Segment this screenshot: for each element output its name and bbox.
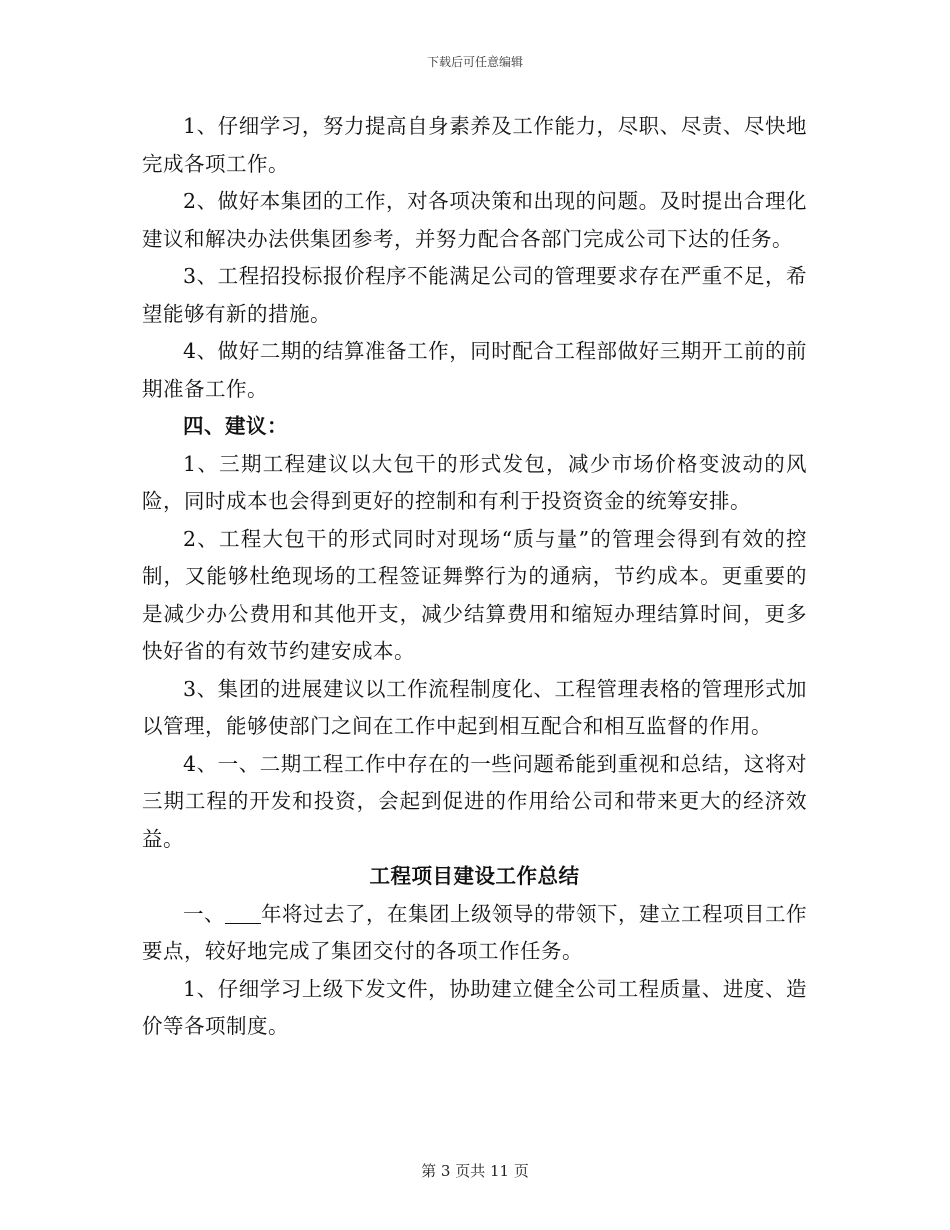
intro-prefix: 一、 <box>183 901 225 926</box>
paragraph-b-3: 3、集团的进展建议以工作流程制度化、工程管理表格的管理形式加以管理，能够使部门之间在工作中起到相互配合和相互监督的作用。 <box>142 676 807 738</box>
document-body <box>142 108 807 1046</box>
paragraph-a-1: 1、仔细学习，努力提高自身素养及工作能力，尽职、尽责、尽快地完成各项工作。 <box>142 114 807 176</box>
paragraph-c-1: 1、仔细学习上级下发文件，协助建立健全公司工程质量、进度、造价等各项制度。 <box>142 976 807 1038</box>
intro-suffix: 年将过去了，在集团上级领导的带领下，建立工程项目工作要点，较好地完成了集团交付的各项工作任务。 <box>142 901 807 963</box>
page-indicator: 第 3 页共 11 页 <box>421 1162 529 1180</box>
paragraph-b-2: 2、工程大包干的形式同时对现场“质与量”的管理会得到有效的控制，又能够杜绝现场的工程签证舞弊行为的通病，节约成本。更重要的是减少办公费用和其他开支，减少结算费用和缩短办理结算时间，更多快好省的有效节约建安成本。 <box>142 526 807 663</box>
paragraph-a-2: 2、做好本集团的工作，对各项决策和出现的问题。及时提出合理化建议和解决办法供集团参考，并努力配合各部门完成公司下达的任务。 <box>142 189 807 251</box>
paragraph-a-3: 3、工程招投标报价程序不能满足公司的管理要求存在严重不足，希望能够有新的措施。 <box>142 264 807 326</box>
year-blank <box>225 902 261 924</box>
paragraph-b-4: 4、一、二期工程工作中存在的一些问题希能到重视和总结，这将对三期工程的开发和投资，会起到促进的作用给公司和带来更大的经济效益。 <box>142 751 807 851</box>
paragraph-b-1: 1、三期工程建议以大包干的形式发包，减少市场价格变波动的风险，同时成本也会得到更好的控制和有利于投资资金的统筹安排。 <box>142 451 807 513</box>
header-note: 下载后可任意编辑 <box>426 55 523 69</box>
intro-paragraph <box>142 896 807 971</box>
section-heading-suggestions: 四、建议： <box>183 414 288 438</box>
paragraph-a-4: 4、做好二期的结算准备工作，同时配合工程部做好三期开工前的前期准备工作。 <box>142 339 807 401</box>
document-title: 工程项目建设工作总结 <box>369 864 580 888</box>
